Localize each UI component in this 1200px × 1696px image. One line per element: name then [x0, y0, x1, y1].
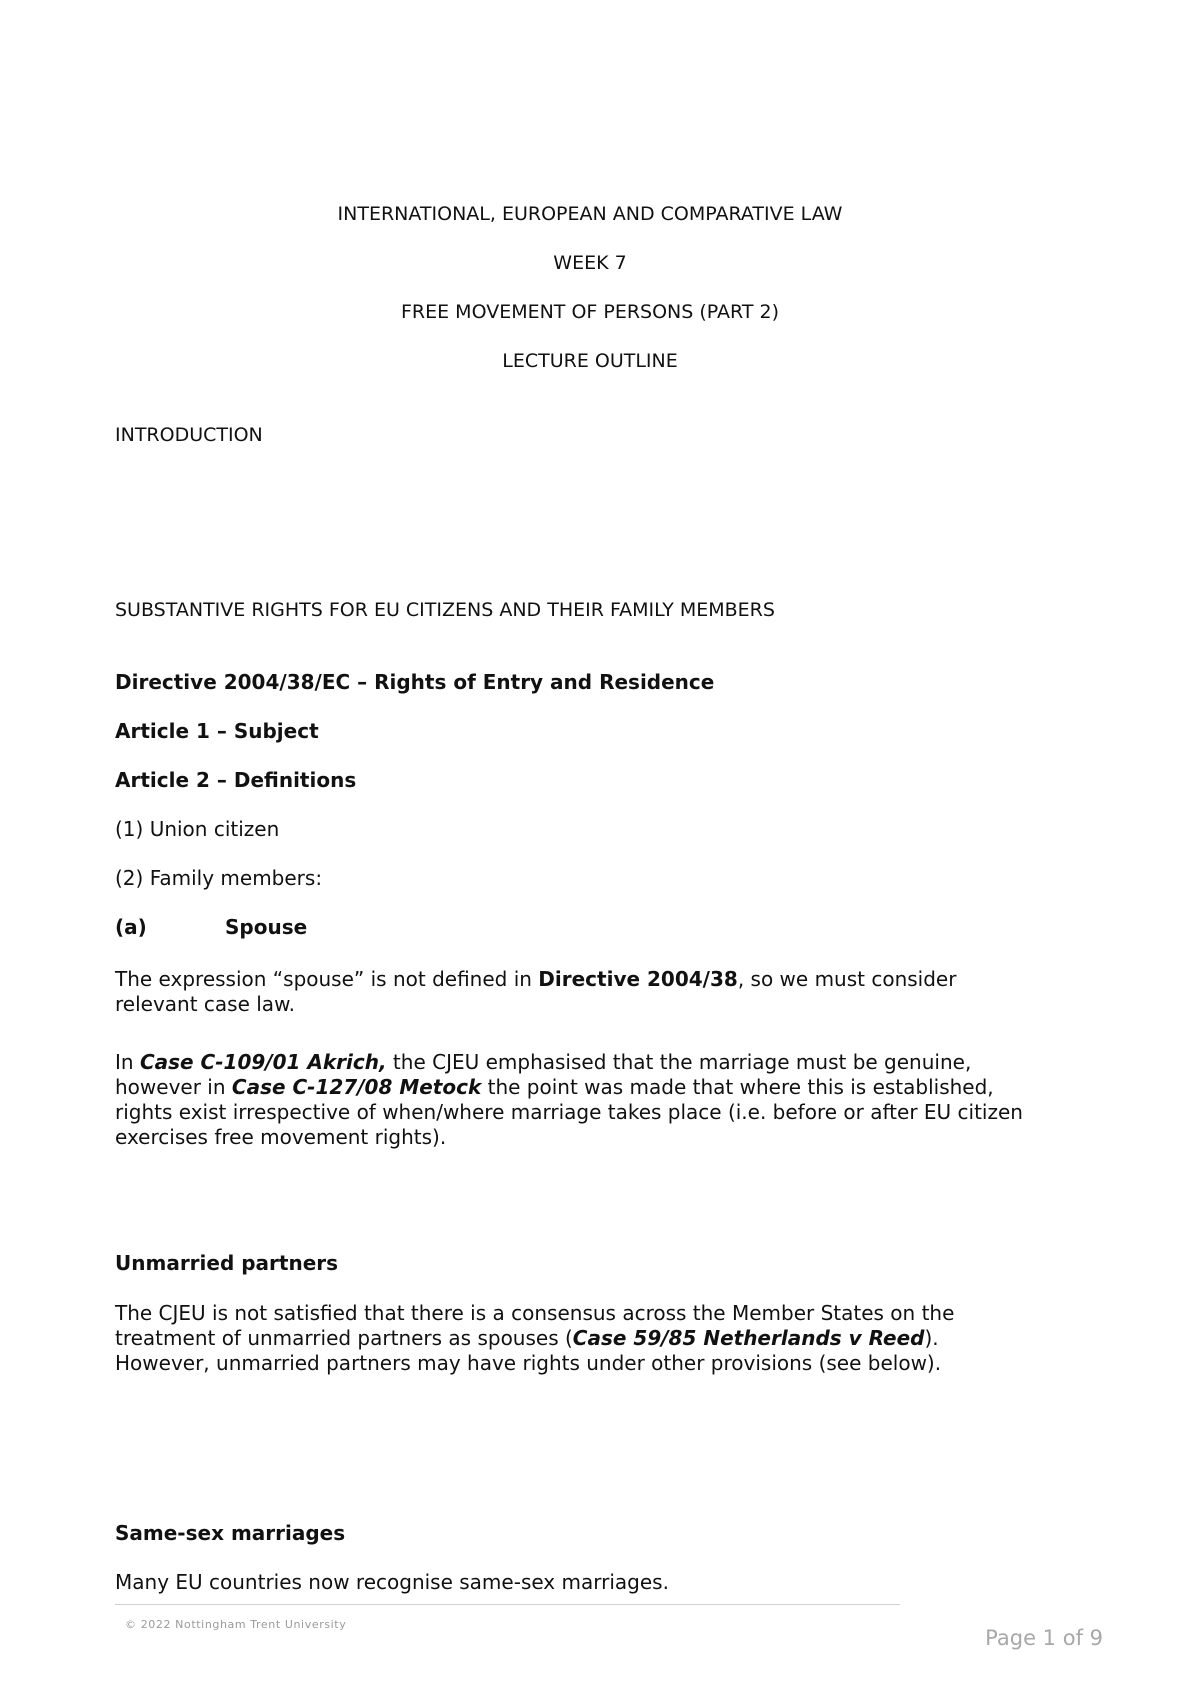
week-label: WEEK 7 [553, 252, 627, 274]
topic-title: FREE MOVEMENT OF PERSONS (PART 2) [401, 301, 779, 323]
article2-heading-text: Article 2 – Definitions [115, 768, 357, 792]
course-title: INTERNATIONAL, EUROPEAN AND COMPARATIVE LAW [337, 203, 843, 225]
same-sex-text: Many EU countries now recognise same-sex marriages. [115, 1570, 669, 1594]
same-sex-heading [115, 1521, 345, 1545]
unmarried-text-2: treatment of unmarried partners as spouses ( [115, 1326, 573, 1350]
spouse-paragraph [115, 967, 1075, 1017]
unmarried-text-3: ). [924, 1326, 939, 1350]
akrich-case-reference: Case C-109/01 Akrich, [139, 1050, 387, 1074]
spouse-sub-label: (a) [115, 915, 147, 939]
akrich-text-3: however in [115, 1075, 232, 1099]
page-number: Page 1 of 9 [985, 1626, 1103, 1650]
metock-case-reference: Case C-127/08 Metock [231, 1075, 482, 1099]
directive-heading [115, 670, 714, 694]
akrich-text-4: the point was made that where this is established, [481, 1075, 994, 1099]
unmarried-text-4: However, unmarried partners may have rights under other provisions (see below). [115, 1351, 942, 1375]
article1-heading [115, 719, 319, 743]
unmarried-partners-heading-text: Unmarried partners [115, 1251, 339, 1275]
unmarried-partners-paragraph [115, 1301, 1075, 1376]
akrich-text-2: the CJEU emphasised that the marriage must be genuine, [386, 1050, 972, 1074]
footer-copyright: © 2022 Nottingham Trent University [125, 1618, 347, 1631]
spouse-sub-title: Spouse [225, 915, 308, 939]
directive-reference: Directive 2004/38 [538, 967, 738, 991]
union-citizen-item: (1) Union citizen [115, 817, 280, 841]
footer-divider [115, 1604, 900, 1605]
akrich-text-6: exercises free movement rights). [115, 1125, 447, 1149]
family-members-item: (2) Family members: [115, 866, 323, 890]
reed-case-reference: Case 59/85 Netherlands v Reed [572, 1326, 925, 1350]
directive-heading-text: Directive 2004/38/EC – Rights of Entry and Residence [115, 670, 715, 694]
same-sex-heading-text: Same-sex marriages [115, 1521, 346, 1545]
akrich-text-5: rights exist irrespective of when/where marriage takes place (i.e. before or after EU citizen [115, 1100, 1023, 1124]
substantive-rights-heading: SUBSTANTIVE RIGHTS FOR EU CITIZENS AND THEIR FAMILY MEMBERS [115, 599, 775, 621]
unmarried-text-1: The CJEU is not satisfied that there is a consensus across the Member States on the [115, 1301, 955, 1325]
spouse-text-1: The expression “spouse” is not defined in [115, 967, 539, 991]
spouse-text-3: relevant case law. [115, 992, 295, 1016]
spouse-text-2: , so we must consider [737, 967, 957, 991]
introduction-heading: INTRODUCTION [115, 424, 263, 446]
article1-heading-text: Article 1 – Subject [115, 719, 319, 743]
akrich-paragraph [115, 1050, 1075, 1150]
spouse-subheading [115, 915, 308, 939]
doc-type-label: LECTURE OUTLINE [502, 350, 678, 372]
akrich-text-1: In [115, 1050, 140, 1074]
article2-heading [115, 768, 356, 792]
unmarried-partners-heading [115, 1251, 338, 1275]
